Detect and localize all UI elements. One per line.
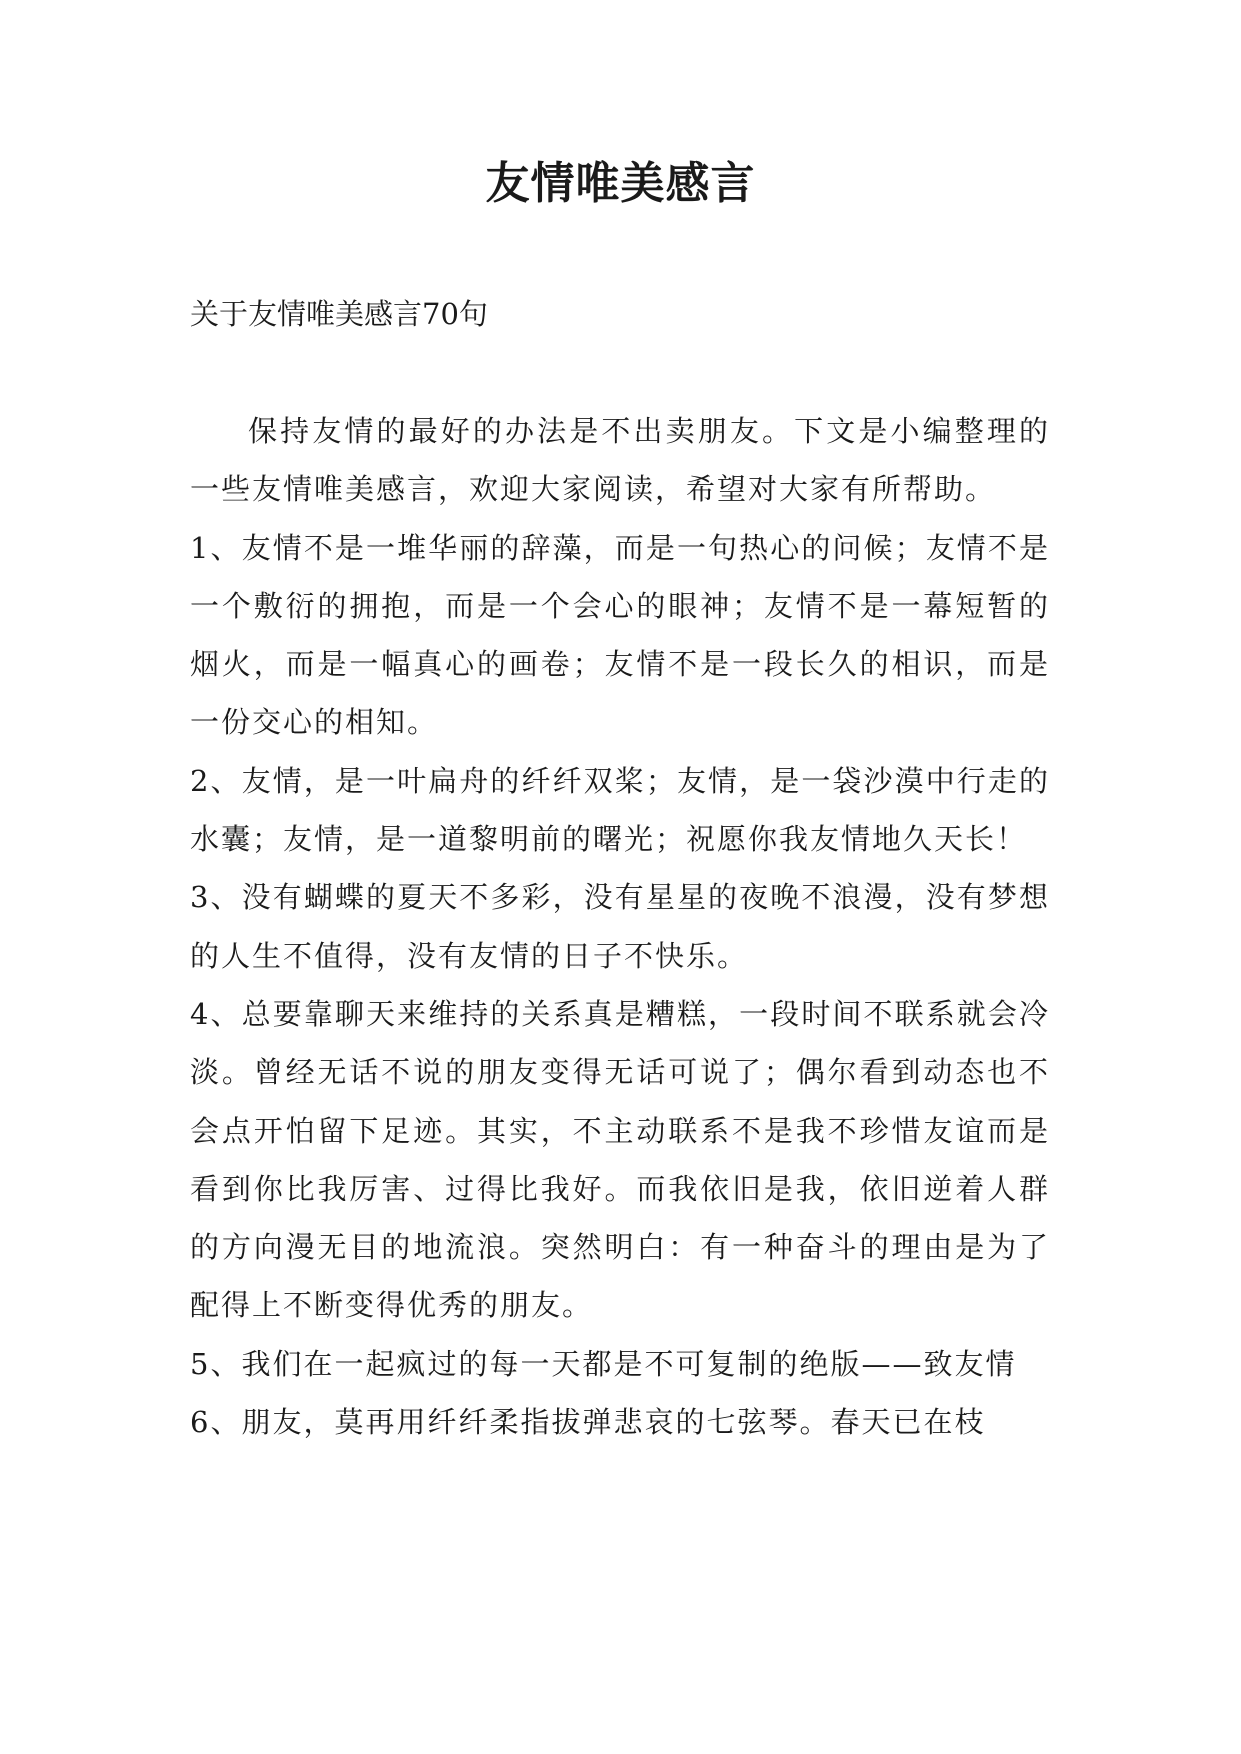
document-subtitle: 关于友情唯美感言70句 (190, 297, 488, 331)
intro-paragraph: 保持友情的最好的办法是不出卖朋友。下文是小编整理的一些友情唯美感言，欢迎大家阅读，希望对大家有所帮助。 (190, 414, 1050, 507)
quote-item-3: 3、没有蝴蝶的夏天不多彩，没有星星的夜晚不浪漫，没有梦想的人生不值得，没有友情的日子不快乐。 (190, 880, 1050, 973)
document-title: 友情唯美感言 (485, 158, 756, 209)
quote-item-5: 5、我们在一起疯过的每一天都是不可复制的绝版——致友情 (190, 1346, 1017, 1381)
quote-item-4: 4、总要靠聊天来维持的关系真是糟糕，一段时间不联系就会冷淡。曾经无话不说的朋友变得无话可说了；偶尔看到动态也不会点开怕留下足迹。其实，不主动联系不是我不珍惜友谊而是看到你比我厉害、过得比我好。而我依旧是我，依旧逆着人群的方向漫无目的地流浪。突然明白：有一种奋斗的理由是为了配得上不断变得优秀的朋友。 (190, 996, 1050, 1323)
quote-item-2: 2、友情，是一叶扁舟的纤纤双桨；友情，是一袋沙漠中行走的水囊；友情，是一道黎明前的曙光；祝愿你我友情地久天长！ (190, 763, 1050, 857)
document-body (190, 402, 1050, 1451)
quote-item-1: 1、友情不是一堆华丽的辞藻，而是一句热心的问候；友情不是一个敷衍的拥抱，而是一个会心的眼神；友情不是一幕短暂的烟火，而是一幅真心的画卷；友情不是一段长久的相识，而是一份交心的相知。 (190, 530, 1050, 740)
quote-item-6: 6、朋友，莫再用纤纤柔指拔弹悲哀的七弦琴。春天已在枝 (190, 1405, 986, 1440)
